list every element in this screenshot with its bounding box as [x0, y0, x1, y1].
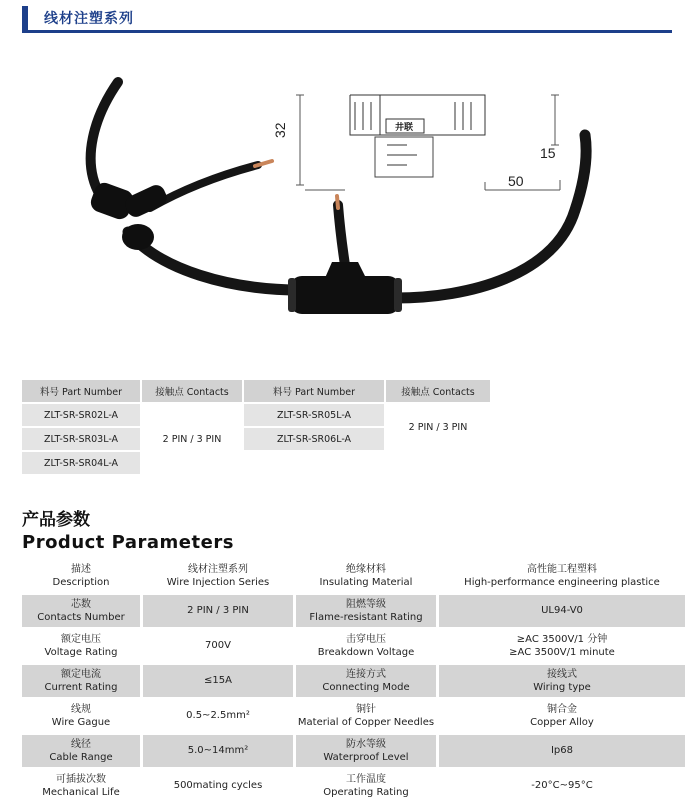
param-label-line-en: Waterproof Level — [323, 752, 409, 763]
param-value-line-en: Wire Injection Series — [166, 577, 270, 588]
param-label-line: 线径 — [71, 738, 91, 750]
connector-small — [88, 180, 170, 250]
part-header-2: 料号 Part Number — [244, 380, 384, 402]
header-accent-bar — [22, 6, 28, 30]
param-label-line: 击穿电压 — [346, 633, 386, 645]
param-value — [439, 770, 685, 802]
param-label-line-en: Voltage Rating — [44, 647, 118, 658]
part-number-cell: ZLT-SR-SR04L-A — [22, 452, 140, 474]
param-label-line-en: Connecting Mode — [322, 682, 410, 693]
param-value — [143, 665, 293, 697]
header-underline — [22, 30, 672, 33]
param-label-line-en: Wire Gague — [51, 717, 111, 728]
param-label-line: 绝缘材料 — [346, 563, 386, 575]
param-value-line: 铜合金 — [547, 703, 577, 715]
param-label — [296, 665, 436, 697]
part-number-cell: ZLT-SR-SR05L-A — [244, 404, 384, 426]
param-value-line: 700V — [205, 640, 231, 652]
contacts-cell-left: 2 PIN / 3 PIN — [142, 404, 242, 474]
param-label — [22, 595, 140, 627]
param-value-line: 线材注塑系列 — [188, 563, 248, 575]
param-value — [439, 630, 685, 662]
product-parameters-title — [22, 505, 234, 553]
part-number-cell: ZLT-SR-SR03L-A — [22, 428, 140, 450]
param-label-line-en: Cable Range — [49, 752, 113, 763]
param-label-line-en: Mechanical Life — [42, 787, 120, 798]
param-label-line-en: Flame-resistant Rating — [309, 612, 423, 623]
param-label-line-en: Material of Copper Needles — [297, 717, 435, 728]
param-label — [296, 735, 436, 767]
param-value-line-en: ≥AC 3500V/1 minute — [509, 647, 615, 658]
part-number-cell: ZLT-SR-SR02L-A — [22, 404, 140, 426]
cable-right — [395, 135, 586, 298]
contacts-header-2: 接触点 Contacts — [386, 380, 490, 402]
part-header-1: 料号 Part Number — [22, 380, 140, 402]
param-label — [296, 595, 436, 627]
param-value-line: 0.5~2.5mm² — [186, 710, 250, 722]
dim-height: 32 — [272, 122, 288, 138]
param-label-line-en: Insulating Material — [319, 577, 413, 588]
param-label — [296, 630, 436, 662]
param-value-line: 高性能工程塑料 — [527, 563, 597, 575]
param-value — [143, 595, 293, 627]
param-value-line: ≥AC 3500V/1 分钟 — [516, 633, 608, 645]
wire-tip-mid — [337, 196, 338, 208]
param-label-line: 额定电压 — [61, 633, 101, 645]
param-label — [22, 665, 140, 697]
param-label — [22, 700, 140, 732]
param-label-line: 阻燃等级 — [346, 598, 386, 610]
param-label-line: 芯数 — [71, 598, 91, 610]
param-value — [143, 700, 293, 732]
param-label-line: 额定电流 — [61, 668, 101, 680]
param-label-line: 防水等级 — [346, 738, 386, 750]
param-value — [439, 700, 685, 732]
contacts-cell-right: 2 PIN / 3 PIN — [386, 404, 490, 450]
param-value — [143, 630, 293, 662]
param-value-line: Ip68 — [550, 745, 574, 757]
param-value — [143, 770, 293, 802]
param-row — [22, 735, 685, 767]
param-row — [22, 700, 685, 732]
param-label — [22, 560, 140, 592]
param-value-line: ≤15A — [204, 675, 232, 687]
param-value — [439, 735, 685, 767]
param-row — [22, 630, 685, 662]
param-label-line-en: Breakdown Voltage — [317, 647, 415, 658]
param-label-line-en: Contacts Number — [37, 612, 125, 623]
connector-tee — [288, 262, 402, 314]
param-label — [296, 700, 436, 732]
param-value — [439, 560, 685, 592]
param-value-line: 500mating cycles — [173, 780, 263, 792]
section-title-cn: 产品参数 — [22, 510, 90, 530]
param-label-line: 描述 — [71, 563, 91, 575]
param-label — [22, 770, 140, 802]
param-row — [22, 665, 685, 697]
param-value-line: 接线式 — [547, 668, 577, 680]
param-value-line: UL94-V0 — [541, 605, 583, 617]
part-number-cell: ZLT-SR-SR06L-A — [244, 428, 384, 450]
param-value — [143, 735, 293, 767]
param-value-line-en: Wiring type — [533, 682, 591, 693]
param-row — [22, 560, 685, 592]
param-value — [439, 595, 685, 627]
cable-left-down — [128, 232, 300, 290]
param-value-line-en: Copper Alloy — [530, 717, 594, 728]
param-label-line: 工作温度 — [346, 773, 386, 785]
param-label-line: 线规 — [71, 703, 91, 715]
drawing-logo: 井联 — [395, 123, 414, 133]
param-label — [22, 735, 140, 767]
param-value-line-en: High-performance engineering plastice — [464, 577, 660, 588]
param-row — [22, 595, 685, 627]
param-label — [296, 560, 436, 592]
header-title: 线材注塑系列 — [44, 11, 134, 27]
param-label-line: 铜针 — [356, 703, 376, 715]
param-label-line-en: Description — [52, 577, 110, 588]
contacts-header-1: 接触点 Contacts — [142, 380, 242, 402]
cable-left-top — [91, 82, 118, 195]
param-value-line: 5.0~14mm² — [187, 745, 249, 757]
parameters-table — [22, 557, 685, 805]
cable-branch-top — [150, 165, 258, 208]
param-label-line-en: Current Rating — [44, 682, 118, 693]
dim-width: 50 — [508, 173, 524, 189]
param-label-line: 可插拔次数 — [56, 773, 106, 785]
cable-branch-mid — [338, 205, 345, 265]
param-label — [296, 770, 436, 802]
section-title-en: Product Parameters — [22, 532, 234, 553]
section-header — [22, 6, 672, 32]
dim-small: 15 — [540, 145, 556, 161]
param-label — [22, 630, 140, 662]
product-photo — [0, 40, 690, 370]
param-value-line: -20°C~95°C — [531, 780, 593, 792]
param-row — [22, 770, 685, 802]
param-value — [143, 560, 293, 592]
part-number-table — [22, 380, 490, 474]
param-label-line-en: Operating Rating — [323, 787, 409, 798]
param-value — [439, 665, 685, 697]
param-value-line: 2 PIN / 3 PIN — [187, 605, 249, 617]
param-label-line: 连接方式 — [346, 668, 386, 680]
